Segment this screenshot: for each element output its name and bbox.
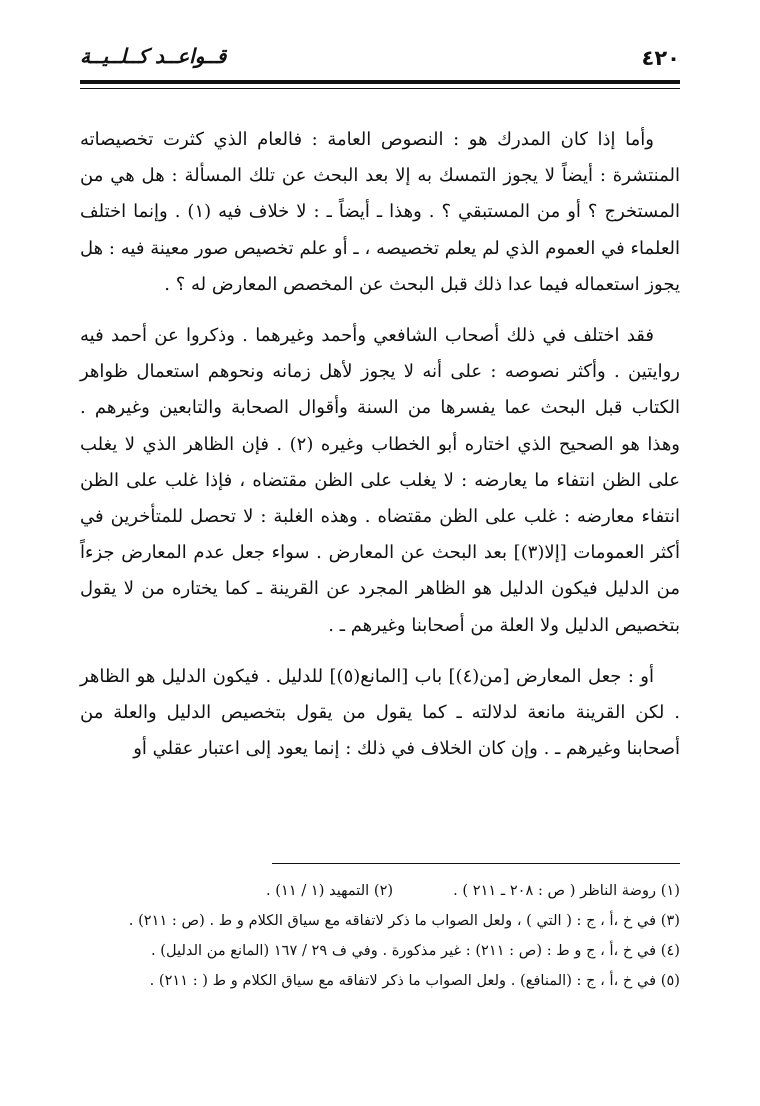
footnote-3: (٣) في خ ،أ ، ج : ( التي ) ، ولعل الصواب ما ذكر لاتفاقه مع سياق الكلام و ط . (ص : ٢١١) . bbox=[128, 912, 680, 929]
running-title: قــواعــد كــلــيــة bbox=[80, 44, 227, 68]
page-number: ٤٢٠ bbox=[641, 46, 680, 70]
header-rule-thin bbox=[80, 88, 680, 89]
paragraph-3: أو : جعل المعارض [من(٤)] باب [المانع(٥)] للدليل . فيكون الدليل هو الظاهر . لكن القرينة مانعة لدلالته ـ كما يقول من يقول بتخصيص الدليل والعلة من أصحابنا وغيرهم ـ . وإن كان الخلاف في ذلك : إنما يعود إلى اعتبار عقلي أو bbox=[80, 665, 680, 760]
paragraph-2: فقد اختلف في ذلك أصحاب الشافعي وأحمد وغيرهما . وذكروا عن أحمد فيه روايتين . وأكثر نصوصه : على أنه لا يجوز لأهل زمانه ونحوهم استعمال ظواهر الكتاب قبل البحث عما يفسرها من السنة وأقوال الصحابة والتابعين وغيرهم . وهذا هو الصحيح الذي اختاره أبو الخطاب وغيره (٢) . فإن الظاهر الذي لا يغلب على الظن انتفاء ما يعارضه : لا يغلب على الظن مقتضاه ، فإذا غلب على الظن انتفاء معارضه : غلب على الظن مقتضاه . وهذه الغلبة : لا تحصل للمتأخرين في أكثر العمومات [إلا(٣)] بعد البحث عن المعارض . سواء جعل عدم المعارض جزءاً من الدليل فيكون الدليل هو الظاهر المجرد عن القرينة ـ كما يختاره من لا يقول بتخصيص الدليل ولا العلة من أصحابنا وغيرهم ـ . bbox=[80, 325, 681, 636]
footnote-row-1 bbox=[80, 876, 680, 906]
footnote-separator bbox=[272, 863, 680, 864]
footnotes bbox=[80, 876, 680, 996]
footnote-4: (٤) في خ ،أ ، ج و ط : (ص : ٢١١) : غير مذكورة . وفي ف ٢٩ / ١٦٧ (المانع من الدليل) . bbox=[151, 942, 680, 959]
paragraph-1: وأما إذا كان المدرك هو : النصوص العامة : فالعام الذي كثرت تخصيصاته المنتشرة : أيضاً لا يجوز التمسك به إلا بعد البحث عن تلك المسألة : هل هي من المستخرج ؟ أو من المستبقي ؟ . وهذا ـ أيضاً ـ : لا خلاف فيه (١) . وإنما اختلف العلماء في العموم الذي لم يعلم تخصيصه ، ـ أو علم تخصيص صور معينة فيه : هل يجوز استعماله فيما عدا ذلك قبل البحث عن المخصص المعارض له ؟ . bbox=[80, 129, 681, 295]
footnote-2: (٢) التمهيد (١ / ١١) . bbox=[266, 882, 394, 899]
footnote-1: (١) روضة الناظر ( ص : ٢٠٨ ـ ٢١١ ) . bbox=[453, 882, 680, 899]
header-rule-thick bbox=[80, 80, 680, 84]
main-text bbox=[80, 122, 680, 782]
page-header bbox=[80, 40, 680, 80]
footnote-5: (٥) في خ ،أ ، ج : (المنافع) . ولعل الصواب ما ذكر لاتفاقه مع سياق الكلام و ط ( : ٢١١) . bbox=[149, 972, 680, 989]
